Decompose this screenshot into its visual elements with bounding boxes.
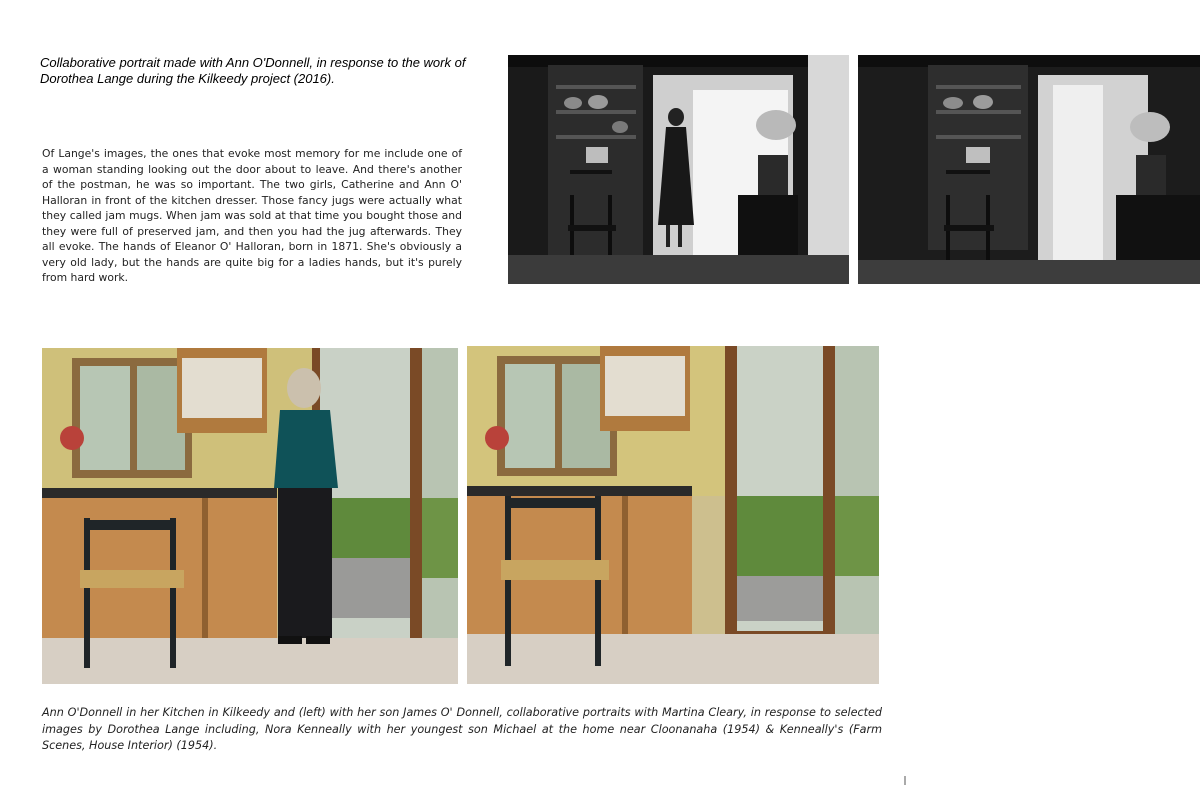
bw-photo-woman-at-door bbox=[508, 55, 849, 284]
page-mark bbox=[904, 776, 906, 785]
color-photo-woman-in-kitchen bbox=[42, 348, 458, 684]
page-title: Collaborative portrait made with Ann O'Donnell, in response to the work of Dorothea Lange during the Kilkeedy project (2016). bbox=[40, 55, 466, 86]
photo-caption: Ann O'Donnell in her Kitchen in Kilkeedy and (left) with her son James O' Donnell, collaborative portraits with Martina Cleary, in response to selected images by Dorothea Lange including, Nora Kenneally with her youngest son Michael at the home near Cloonanaha (1954) & Kenneally's (Farm Scenes, House Interior) (1954). bbox=[42, 706, 882, 752]
color-photo-empty-kitchen bbox=[467, 346, 879, 684]
bw-photo-empty-interior bbox=[858, 55, 1200, 284]
interview-quote: Of Lange's images, the ones that evoke most memory for me include one of a woman standing looking out the door about to leave. And there's another of the postman, he was so important. The two girls, Catherine and Ann O' Halloran in front of the kitchen dresser. Those fancy jugs were actually what they called jam mugs. When jam was sold at that time you bought those and they were full of preserved jam, and then you had the jug afterwards. They all evoke. The hands of Eleanor O' Halloran, born in 1871. She's obviously a very old lady, but the hands are quite big for a ladies hands, but it's purely from hard work. bbox=[42, 147, 462, 284]
